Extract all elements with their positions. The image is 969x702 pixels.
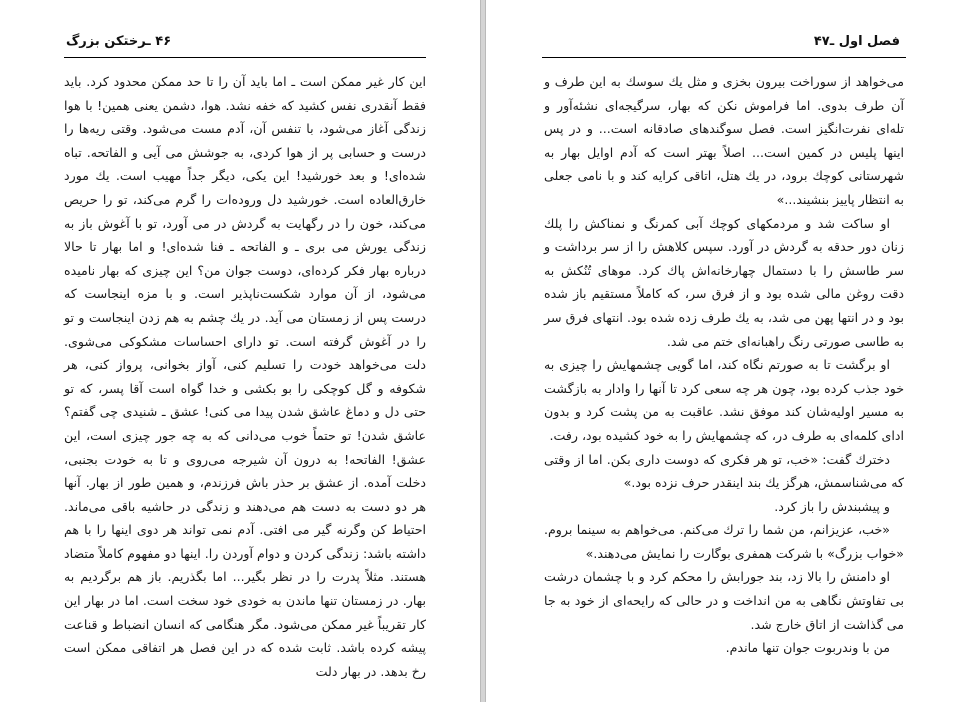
right-page-header: فصل اول ـ۴۷ [813, 34, 900, 49]
right-paragraph-4: دخترك گفت: «خب، تو هر فکری که دوست داری بکن. اما از وقتی که می‌شناسمش، هرگز یك بند اینقدر حرف نزده بود.» [544, 451, 904, 491]
right-page [486, 0, 969, 702]
left-page [0, 0, 480, 702]
right-paragraph-7: او دامنش را بالا زد، بند جورابش را محکم کرد و با چشمان درشت بی تفاوتش نگاهی به من انداخت و در حالی که رایحه‌ای از خود به جا می گذاشت از اتاق خارج شد. [544, 569, 904, 632]
right-paragraph-2: او ساکت شد و مردمکهای کوچك آبی کمرنگ و نمناکش را پلك زنان دور حدقه به گردش در آورد. سپس کلاهش را از سر برداشت و سر طاسش را با دستمال چهارخانه‌اش پاك کرد. موهای تُنُکش به دقت روغن مالی شده بود و از فرق سر، که کاملاً مستقیم باز شده بود و در انتها پهن می شد، به یك طرف زده شده بود. انتهای فرق سر به طاسی صورتی رنگ راهبانه‌ای ختم می شد. [544, 215, 904, 349]
left-page-body [64, 70, 426, 683]
right-paragraph-3: او برگشت تا به صورتم نگاه کند، اما گویی چشمهایش را چیزی به خود جذب کرده بود، چون هر چه سعی کرد تا آنها را وادار به بازگشت به مسیر اولیه‌شان کند موفق نشد. عاقبت به من پشت کرد و بدون ادای کلمه‌ای به طرف در، که چشمهایش را به خود کشیده بود، رفت. [544, 357, 904, 443]
right-paragraph-6: «خب، عزیزانم، من شما را ترك می‌کنم. می‌خواهم به سینما بروم. «خواب بزرگ» با شرکت همفری بوگارت را نمایش می‌دهند.» [544, 522, 904, 561]
left-paragraph-1: این کار غیر ممکن است ـ اما باید آن را تا حد ممکن محدود کرد. باید فقط آنقدری نفس کشید که خفه نشد. هوا، دشمن یعنی همین! با هوا زندگی آغاز می‌شود، با تنفس آن، آدم مست می‌شود. وقتی ریه‌ها را درست و حسابی پر از هوا کردی، به جوشش می آیی و الفاتحه. تباه شده‌ای! و بعد خورشید! این یکی، دیگر جداً مهیب است. یك مورد خارق‌العاده است. خورشید دل وروده‌ات را گرم می‌کند، تو را حریص می‌کند، خون را در رگهایت به گردش در می آورد، تو با آغوش باز به زندگی یورش می بری ـ و الفاتحه ـ فنا شده‌ای! و اما بهار تا حالا درباره بهار فکر کرده‌ای، دوست جوان من؟ این چیزی که بهار نامیده می‌شود، از آن موارد شکست‌ناپذیر است. و با مزه اینجاست که درست پس از زمستان می آید. در یك چشم به هم زدن اینجاست و تو را در آغوش گرفته است. تو دارای احساسات مشکوکی می‌شوی. دلت می‌خواهد خودت را تسلیم کنی، آواز بخوانی، پرواز کنی، هر شکوفه و گل کوچکی را بو بکشی و خدا گواه است آقا پسر، که تو حتی دل و دماغ عاشق شدن پیدا می کنی! عشق ـ شنیدی چی گفتم؟ عاشق شدن! تو حتماً خوب می‌دانی که به چه جور چیزی است، این عشق! الفاتحه! به درون آن شیرجه می‌روی و تا به خودت بجنبی، دخلت آمده. از عشق بر حذر باش فرزندم، و همین طور از بهار. آنها هر دو دست به دست هم می‌دهند و زندگی در حاشیه باقی می‌ماند. احتیاط کن وگرنه گیر می افتی. آدم نمی تواند هر دوی اینها را با هم داشته باشد: زندگی کردن و دوام آوردن را. اینها دو مفهوم کاملاً متضاد هستند. مثلاً پدرت را در نظر بگیر... اما بگذریم. باز هم برگردیم به بهار. در زمستان تنها ماندن به خودی خود سخت است. اما در بهار این کار تقریباً غیر ممکن می‌شود. مگر هنگامی که انسان انضباط و قناعت پیشه کرده باشد. ثابت شده که در این فصل هر اتفاقی ممکن است رخ بدهد. در بهار دلت [64, 74, 426, 679]
left-header-rule [64, 57, 426, 58]
right-paragraph-8: من با وندربوت جوان تنها ماندم. [725, 640, 890, 656]
right-page-body [544, 70, 904, 660]
right-paragraph-5: و پیشبندش را باز کرد. [774, 498, 890, 514]
right-paragraph-1: می‌خواهد از سوراخت بیرون بخزی و مثل یك سوسك به این طرف و آن طرف بدوی. اما فراموش نکن که بهار، سرگیجه‌ای نشئه‌آور و تله‌ای نفرت‌انگیز است. فصل سوگندهای صادقانه است... و در پس اینها پلیس در کمین است... اصلاً بهتر است که آدم اوایل بهار به شهرستانی کوچك برود، در یك هتل، اتاقی کرایه کند و با نامی جعلی به انتظار پاییز بنشیند...» [544, 74, 904, 207]
left-page-header: ۴۶ ـرختکن بزرگ [66, 34, 172, 49]
right-header-rule [542, 57, 906, 58]
